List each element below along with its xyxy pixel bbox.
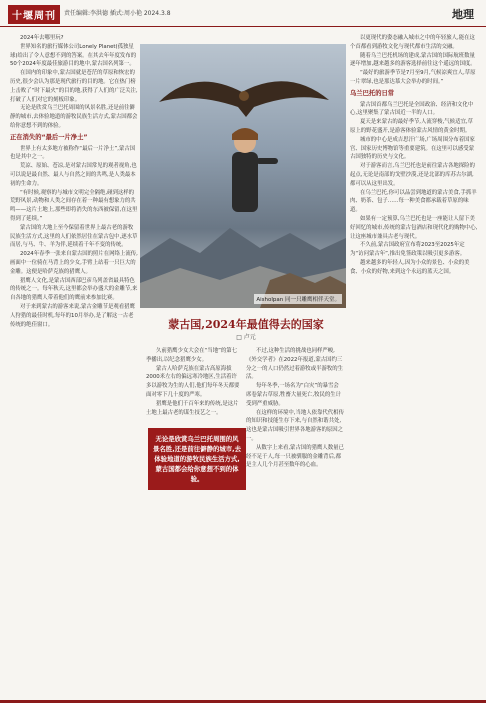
column-middle-left bbox=[146, 347, 242, 417]
paragraph: 对于来到蒙古的游客来说,蒙古金雕节是观看猎鹰人狩猎的最佳时机,每年的10月举办,是了解这一古老传统的绝佳窗口。 bbox=[10, 303, 135, 328]
paragraph: 越来越多的年轻人,因为小众的景色、小众的美食、小众的好物,来到这个永远的蓝天之国。 bbox=[350, 259, 470, 275]
subheading: 乌兰巴托的日常 bbox=[350, 89, 395, 97]
paragraph: “有时候,观察的与城市文明完全隔绝,碰到这样的荒野风景,动物和人类之间存在着一种最有想象力的共鸣——这片土地上,那些即将消失的东西被保留,在这里得到了延续。” bbox=[10, 189, 138, 222]
paragraph: 如果有一定预算,乌兰巴托也是一座能让人留下美好回忆的城市,传统的蒙古包酒店和现代化的购物中心,让这座城市兼具古老与现代。 bbox=[350, 215, 478, 240]
pull-quote: 无论是欣赏乌兰巴托周围的风景名胜,还是前往僻静的城市,去体验地道的游牧民族生活方式,蒙古国都会给你意想不到的体验。 bbox=[148, 428, 246, 490]
paragraph: 世界知名的旅行媒体公司Lonely Planet(孤独星球)给出了令人意想不到的答案。在其去年年度发布的50个2024年度最佳旅游目的地中,蒙古国名列第一。 bbox=[10, 43, 137, 68]
paragraph: 在乌兰巴托,你可以品尝到地道的蒙古美食,手抓羊肉、奶茶、包子……每一种美食都承载着草原的味道。 bbox=[350, 189, 477, 214]
paragraph: 每年冬季,一场名为“白灾”的暴雪会席卷蒙古草原,牲畜大量死亡,牧民的生计受到严重威胁。 bbox=[246, 383, 342, 407]
paragraph: 无论是欣赏乌兰巴托周围的风景名胜,还是前往僻静的城市,去体验地道的游牧民族生活方式,蒙古国都会给你意想不到的体验。 bbox=[10, 105, 138, 129]
article-headline: 蒙古国,2024年最值得去的国家 bbox=[168, 318, 324, 331]
paragraph: 在国内的印象中,蒙古国就是苍茫的草原和恢宏的历史,很少会认为那是现代旅行的目的地。它在热门榜上击败了“时下最火”的目的地,获得了人们的广泛关注,打破了人们对它的刻板印象。 bbox=[10, 70, 138, 103]
column-left bbox=[10, 34, 138, 329]
publication-logo: 十堰周刊 bbox=[8, 5, 60, 24]
paragraph: 久前猎鹰少女大会在“当地”的第七季播出,以纪念猎鹰少女。 bbox=[146, 348, 238, 363]
editor-credits: 责任编辑:李洪德 插式:周小艳 2024.3.8 bbox=[64, 10, 171, 17]
column-right bbox=[350, 34, 478, 277]
photo-caption: Aisholpan 同一只雕鹰相伴天堂。 bbox=[254, 294, 342, 304]
subheading: 正在消失的“最后一片净土” bbox=[10, 133, 88, 141]
paragraph: 不过,这种生活的挑战也同样严峻,《外交学者》在2022年报道,蒙古国约三分之一的人口仍然过着游牧或半游牧的生活。 bbox=[246, 348, 344, 381]
paragraph: 猎鹰是他们千百年来的传统,是这片土地上最古老的谋生技艺之一。 bbox=[146, 400, 239, 416]
section-title: 地理 bbox=[452, 8, 474, 21]
paragraph: 不久前,蒙古国政府宣布将2023至2025年定为“访问蒙古年”,推出免签政策以吸引更多游客。 bbox=[350, 242, 466, 258]
paragraph: 随着乌兰巴托机场的建成,蒙古国的国际航班数量逐年增加,越来越多的游客选择前往这个遥远的国度。 bbox=[350, 52, 476, 68]
paragraph: 猎鹰人文化,是蒙古国西部巴彦乌列盖省最具特色的传统之一。每年秋天,这里都会举办盛大的金雕节,来自各地的猎鹰人带着他们的鹰前来参加比赛。 bbox=[10, 277, 138, 302]
column-middle-right bbox=[246, 347, 344, 470]
paragraph: 荒凉、原始、苍凉,是对蒙古国常见的观者视角,也可以说是最自然、最人与自然之间的共鸣,是人类最本初的生命力。 bbox=[10, 163, 137, 187]
paragraph: 城市的中心是成吉思汗广场,广场周围分布着国家宫、国家历史博物馆等重要建筑。在这里可以感受蒙古国独特的历史与文化。 bbox=[350, 136, 475, 161]
eagle-hunter-photo bbox=[140, 44, 346, 308]
paragraph: 蒙古国的大地上至今保留着世界上最古老的游牧民族生活方式,这里的人们依然居住在蒙古包中,逐水草而居,与马、牛、羊为伴,延续着千年不变的传统。 bbox=[10, 224, 138, 249]
paragraph: 夏天是来蒙古的最好季节,人流穿梭,气候适宜,草原上的野花盛开,是游客体验蒙古风情的黄金时期。 bbox=[350, 119, 473, 134]
paragraph: 2024年去哪里玩? bbox=[20, 35, 64, 41]
page-header bbox=[0, 0, 486, 27]
paragraph: 世界上有太多地方被称作“最后一片净土”,蒙古国也是其中之一。 bbox=[10, 145, 136, 161]
paragraph: 对于游客而言,乌兰巴托也是前往蒙古各地探险的起点,无论是南部的戈壁沙漠,还是北部的库苏古尔湖,都可以从这里出发。 bbox=[350, 163, 475, 187]
paragraph: 从数字上来看,蒙古国的猎鹰人数量已经不足千人,每一只被驯服的金雕背后,都是主人几个月甚至数年的心血。 bbox=[246, 444, 344, 469]
paragraph: 以更现代的姿态融入城市之中的年轻旅人,能在这个首都看到游牧文化与现代都市生活的交融。 bbox=[350, 35, 475, 50]
paragraph: 蒙古人哈萨克族在蒙古高原海拔2000米左右的偏远寒冷地区,生活着许多以游牧为生的人们,他们每年冬天都要面对零下几十度的严寒。 bbox=[146, 365, 240, 398]
paragraph: 在这样的环境中,当地人依靠代代相传的知识和技能生存下来,与自然和谐共处,这也是蒙古国吸引世界各地游客的原因之一。 bbox=[246, 409, 344, 442]
article-byline: □ 卢元 bbox=[236, 334, 256, 341]
paragraph: 蒙古国首都乌兰巴托是全国政治、经济和文化中心,这里聚集了蒙古国近一半的人口。 bbox=[350, 101, 474, 117]
paragraph: “最好的旅游季节是7月至9月,气候凉爽宜人,草原一片翠绿,也是那达慕大会举办的时间。” bbox=[350, 70, 476, 85]
hunter-figure bbox=[210, 122, 280, 232]
paragraph: 2024年春季一张来自蒙古国的照片在网络上流传,画面中一位骑在马背上的少女,手臂上站着一只巨大的金雕。这便是哈萨克族的猎鹰人。 bbox=[10, 251, 138, 275]
